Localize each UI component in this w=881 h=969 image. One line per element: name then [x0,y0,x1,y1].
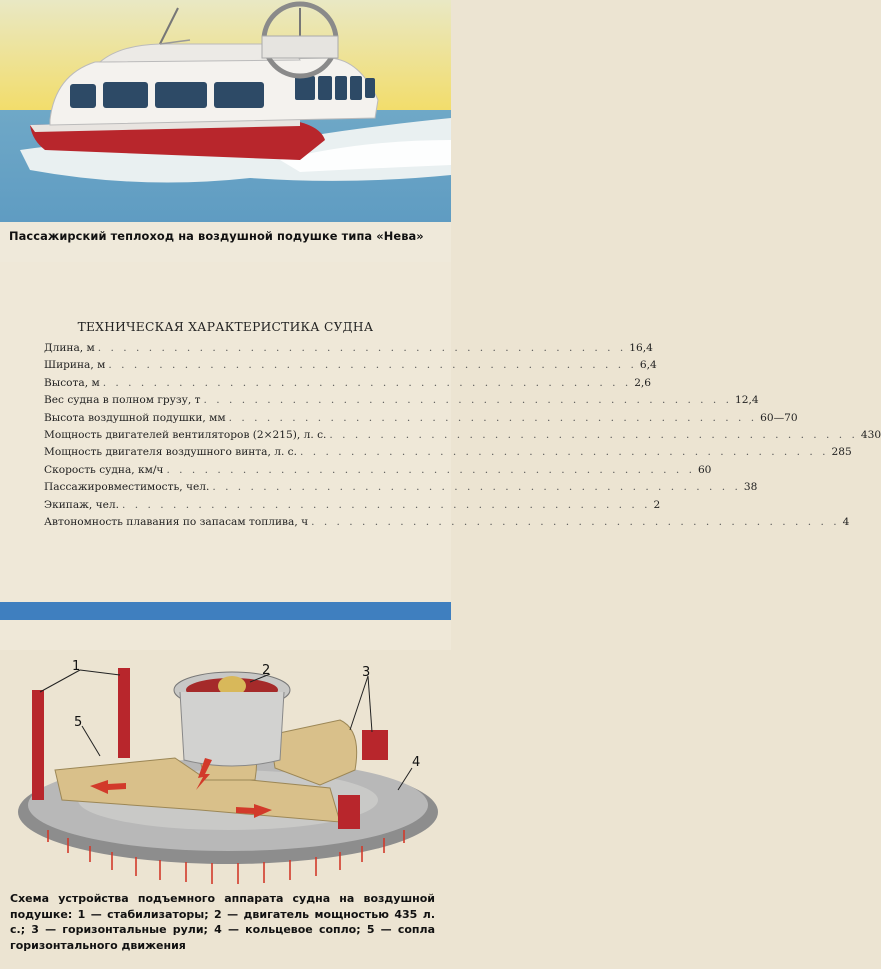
horizontal-rudder [362,730,388,760]
spec-row [44,359,657,372]
spec-value: 285 [831,446,852,459]
stabilizer-left [32,690,44,800]
leader-dots: . . . . . . . . . . . . . . . . . . . . . . . . . . . . . . . . . . . . . . . . . . [212,481,741,494]
leader-dots: . . . . . . . . . . . . . . . . . . . . . . . . . . . . . . . . . . . . . . . . . . [122,498,651,511]
hovercraft-illustration [0,0,451,262]
spec-label: Экипаж, чел. [44,498,120,511]
spec-value: 6,4 [639,359,657,372]
spec-label: Ширина, м [44,359,106,372]
spec-value: 38 [743,481,758,494]
leader-dots: . . . . . . . . . . . . . . . . . . . . . . . . . . . . . . . . . . . . . . . . . . [166,463,695,476]
spec-label: Вес судна в полном грузу, т [44,394,201,407]
spec-value: 2 [653,498,661,511]
spec-row [44,498,661,511]
spec-row [44,481,758,494]
diagram-caption: Схема устройства подъемного аппарата судна на воздушной подушке: 1 — стабилизаторы; 2 — двигатель мощностью 435 л. с.; 3 — горизонтальные рули; 4 — кольцевое сопло; 5 — сопла горизонтального движения [10,892,435,952]
leader-dots: . . . . . . . . . . . . . . . . . . . . . . . . . . . . . . . . . . . . . . . . . . [300,446,829,459]
leader-dots: . . . . . . . . . . . . . . . . . . . . . . . . . . . . . . . . . . . . . . . . . . [108,359,637,372]
spec-label: Скорость судна, км/ч [44,463,164,476]
window [103,82,148,108]
specs-panel [0,262,881,602]
spec-value: 4 [842,516,850,528]
spec-row [44,394,759,407]
leader-dots: . . . . . . . . . . . . . . . . . . . . . . . . . . . . . . . . . . . . . . . . . . [203,394,733,407]
spec-value: 2,6 [634,376,652,389]
callout-3: 3 [362,665,371,680]
leader-dots: . . . . . . . . . . . . . . . . . . . . . . . . . . . . . . . . . . . . . . . . . . [97,342,627,354]
spec-row [44,411,798,424]
window [214,82,264,108]
divider-spacer [0,620,451,650]
callout-1: 1 [72,659,81,674]
blue-divider [0,602,451,620]
spec-value: 60—70 [760,411,798,424]
stabilizer-right [118,668,130,758]
spec-row [44,446,852,459]
spec-row [44,429,881,441]
spec-value: 430 [860,429,881,441]
spec-label: Мощность двигателей вентиляторов (2⨯215), л. с. [44,429,327,441]
spec-label: Высота воздушной подушки, мм [44,411,226,424]
window [155,82,207,108]
spec-value: 16,4 [629,342,653,354]
spec-row [44,342,653,354]
spec-row [44,516,850,528]
leader-dots: . . . . . . . . . . . . . . . . . . . . . . . . . . . . . . . . . . . . . . . . . . [102,376,632,389]
spec-label: Длина, м [44,342,95,354]
spec-label: Высота, м [44,376,100,389]
window [70,84,96,108]
illustration-caption: Пассажирский теплоход на воздушной подушке типа «Нева» [9,229,424,243]
spec-value: 12,4 [735,394,759,407]
spec-row [44,376,652,389]
spec-label: Пассажировместимость, чел. [44,481,210,494]
leader-dots: . . . . . . . . . . . . . . . . . . . . . . . . . . . . . . . . . . . . . . . . . . [228,411,758,424]
callout-5: 5 [74,715,83,730]
specs-title: ТЕХНИЧЕСКАЯ ХАРАКТЕРИСТИКА СУДНА [77,320,374,334]
leader-dots: . . . . . . . . . . . . . . . . . . . . . . . . . . . . . . . . . . . . . . . . . . [329,429,858,441]
leader-dots: . . . . . . . . . . . . . . . . . . . . . . . . . . . . . . . . . . . . . . . . . . [311,516,840,528]
callout-2: 2 [262,663,271,678]
diagram-panel [0,650,451,969]
spec-label: Автономность плавания по запасам топлива, ч [44,516,309,528]
lift-system-diagram [0,650,451,890]
spec-label: Мощность двигателя воздушного винта, л. с. [44,446,297,459]
spec-row [44,463,712,476]
spec-value: 60 [697,463,712,476]
callout-4: 4 [412,755,421,770]
illustration-panel [0,0,451,262]
